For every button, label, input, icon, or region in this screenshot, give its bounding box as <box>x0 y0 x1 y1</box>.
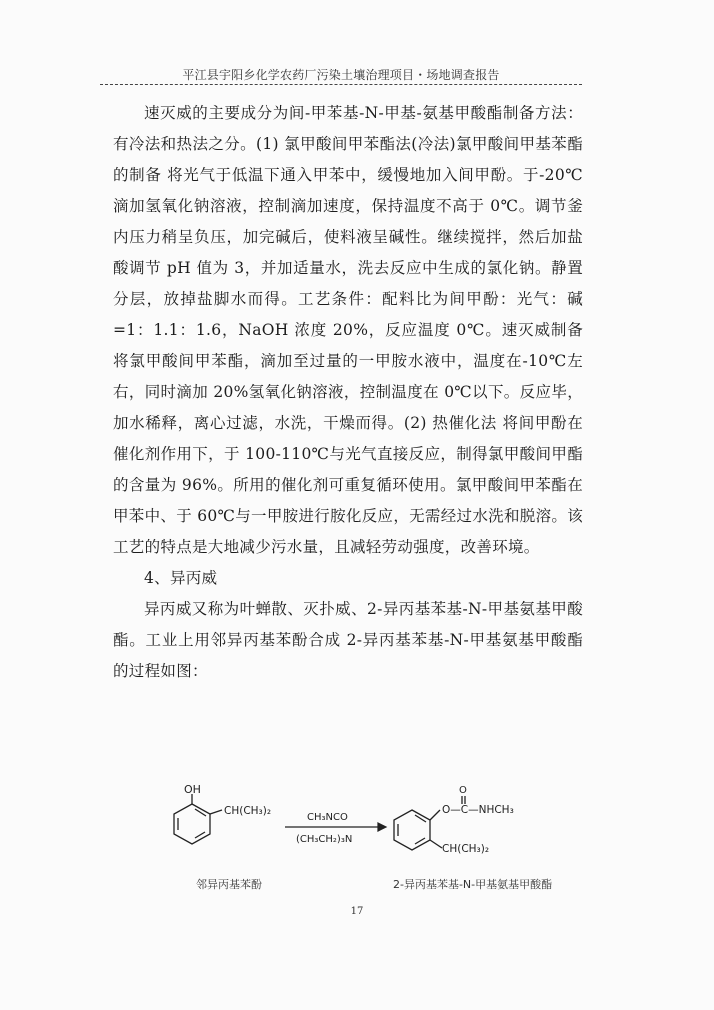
page-header: 平江县宇阳乡化学农药厂污染土壤治理项目・场地调查报告 <box>182 68 500 82</box>
reaction-arrow <box>285 823 386 831</box>
paragraph-1: 速灭威的主要成分为间-甲苯基-N-甲基-氨基甲酸酯制备方法：有冷法和热法之分。(1) 氯甲酸间甲苯酯法(冷法)氯甲酸间甲基苯酯的制备 将光气于低温下通入甲苯中，缓慢地加入间甲酚。于-20℃滴加氢氧化钠溶液，控制滴加速度，保持温度不高于 0℃。调节釜内压力稍呈负压，加完碱后，使料液呈碱性。继续搅拌，然后加盐酸调节 pH 值为 3，并加适量水，洗去反应中生成的氯化钠。静置分层，放掉盐脚水而得。工艺条件：配料比为间甲酚：光气：碱=1：1.1：1.6，NaOH 浓度 20%，反应温度 0℃。速灭威制备 将氯甲酸间甲苯酯，滴加至过量的一甲胺水液中，温度在-10℃左右，同时滴加 20%氢氧化钠溶液，控制温度在 0℃以下。反应毕，加水稀释，离心过滤，水洗，干燥而得。(2) 热催化法 将间甲酚在催化剂作用下，于 100-110℃与光气直接反应，制得氯甲酸间甲酯的含量为 96%。所用的催化剂可重复循环使用。氯甲酸间甲苯酯在甲苯中、于 60℃与一甲胺进行胺化反应，无需经过水洗和脱溶。该工艺的特点是大地减少污水量，且减轻劳动强度，改善环境。 <box>113 104 583 556</box>
section-heading: 4、异丙威 <box>144 569 218 587</box>
product-carbamate-label: O—C—NHCH₃ <box>442 804 514 816</box>
reactant-name-caption: 邻异丙基苯酚 <box>196 878 262 891</box>
product-substituent-label: CH(CH₃)₂ <box>442 843 490 855</box>
reaction-scheme-svg <box>150 782 600 882</box>
header-rule <box>100 84 582 85</box>
reagent-bottom-label: (CH₃CH₂)₃N <box>296 834 353 845</box>
product-carbonyl-o-label: O <box>459 785 467 796</box>
body-content <box>113 98 583 687</box>
product-name-caption: 2-异丙基苯基-N-甲基氨基甲酸酯 <box>393 878 553 891</box>
reactant-substituent-label: CH(CH₃)₂ <box>224 805 272 817</box>
paragraph-2: 异丙威又称为叶蝉散、灭扑威、2-异丙基苯基-N-甲基氨基甲酸酯。工业上用邻异丙基苯酚合成 2-异丙基苯基-N-甲基氨基甲酸酯的过程如图： <box>113 600 583 680</box>
reactant-benzene-ring <box>174 794 222 844</box>
reagent-top-label: CH₃NCO <box>307 812 348 823</box>
page-number: 17 <box>350 906 364 917</box>
reactant-oh-label: OH <box>184 783 201 796</box>
